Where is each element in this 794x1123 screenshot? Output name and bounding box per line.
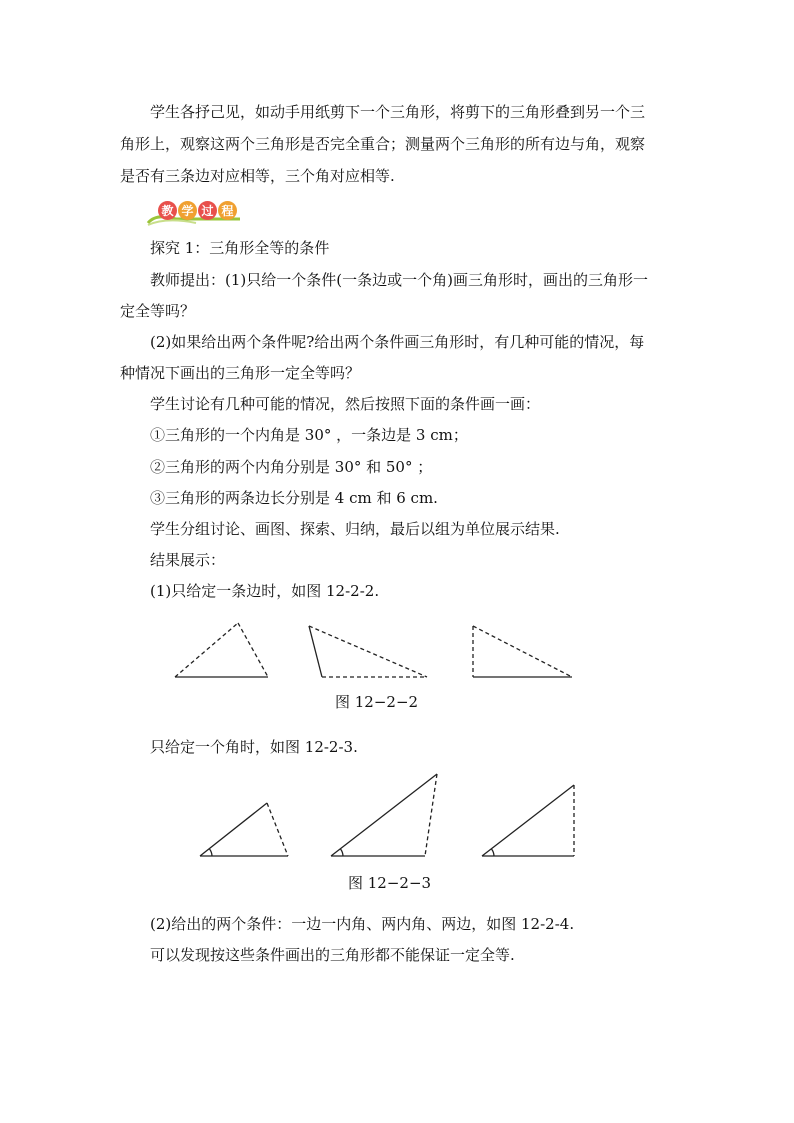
body-line-5: 种情况下画出的三角形一定全等吗？ [120, 364, 361, 382]
body-line-9: ③三角形的两条边长分别是 4 cm 和 6 cm. [150, 489, 438, 507]
triangle-5 [331, 774, 437, 856]
intro-line-1: 学生各抒己见，如动手用纸剪下一个三角形，将剪下的三角形叠到另一个三 [150, 103, 646, 121]
body-line-1: 探究 1：三角形全等的条件 [150, 239, 330, 257]
figure-1-caption: 图 12−2−2 [335, 693, 419, 711]
figure-12-2-2 [0, 618, 794, 688]
body-line-11: 结果展示： [150, 551, 226, 569]
body-line-10: 学生分组讨论、画图、探索、归纳，最后以组为单位展示结果. [150, 520, 560, 538]
triangle-2 [309, 626, 427, 677]
triangle-4 [200, 803, 288, 856]
body-line-4: (2)如果给出两个条件呢?给出两个条件画三角形时，有几种可能的情况，每 [150, 333, 645, 351]
figure-12-2-3 [0, 770, 794, 860]
intro-line-2: 角形上，观察这两个三角形是否完全重合；测量两个三角形的所有边与角，观察 [120, 135, 646, 153]
figure-2-caption: 图 12−2−3 [348, 874, 432, 892]
triangle-6 [482, 785, 574, 856]
badge-char-4: 程 [218, 201, 237, 220]
section-badge [146, 199, 242, 227]
body-line-2: 教师提出：(1)只给一个条件(一条边或一个角)画三角形时，画出的三角形一 [150, 271, 648, 289]
body-line-12: (1)只给定一条边时，如图 12-2-2. [150, 582, 380, 600]
tail-line-2: 可以发现按这些条件画出的三角形都不能保证一定全等. [150, 946, 515, 964]
badge-char-3: 过 [198, 201, 217, 220]
triangle-1 [175, 623, 268, 677]
body-line-3: 定全等吗？ [120, 302, 196, 320]
body-line-7: ①三角形的一个内角是 30° ，一条边是 3 cm； [150, 426, 468, 444]
tail-line-1: (2)给出的两个条件：一边一内角、两内角、两边，如图 12-2-4. [150, 915, 575, 933]
badge-char-1: 教 [158, 201, 177, 220]
triangle-3 [473, 626, 572, 677]
body-line-6: 学生讨论有几种可能的情况，然后按照下面的条件画一画： [150, 395, 541, 413]
intro-line-3: 是否有三条边对应相等，三个角对应相等. [120, 167, 395, 185]
badge-char-2: 学 [178, 201, 197, 220]
fig2-intro-line: 只给定一个角时，如图 12-2-3. [150, 738, 358, 756]
body-line-8: ②三角形的两个内角分别是 30° 和 50° ； [150, 458, 433, 476]
